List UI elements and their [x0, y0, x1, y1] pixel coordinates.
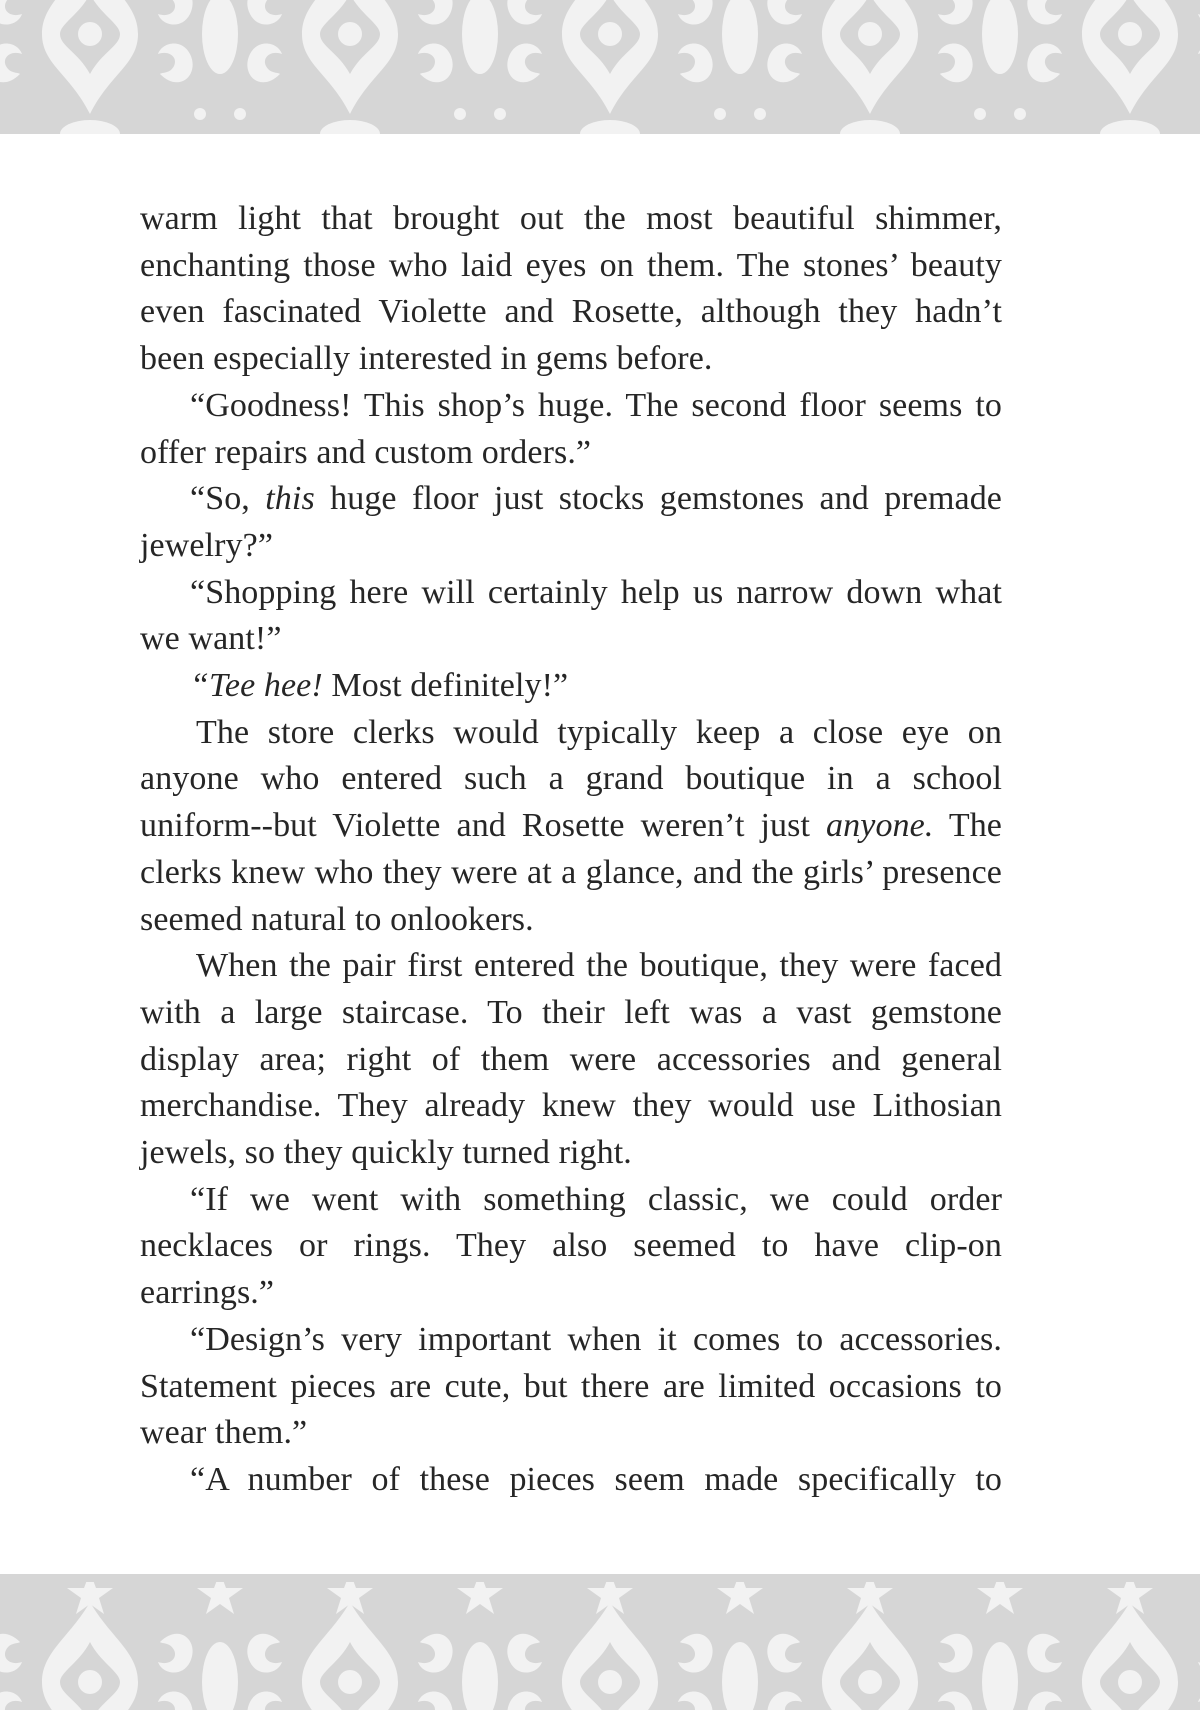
- italic-text: this: [265, 480, 315, 518]
- paragraph: “Goodness! This shop’s huge. The second floor seems to offer repairs and custom orders.”: [140, 386, 1002, 471]
- paragraph: warm light that brought out the most beautiful shimmer, enchanting those who laid eyes on them. The stones’ beauty even fascinated Violette and Rosette, although they hadn’t been especially interested in gems before.: [140, 200, 1002, 378]
- paragraph: “Shopping here will certainly help us narrow down what we want!”: [140, 573, 1002, 658]
- paragraph-text: “So,: [190, 480, 266, 518]
- paragraph: “If we went with something classic, we could order necklaces or rings. They also seemed to have clip-on earrings.”: [140, 1180, 1002, 1312]
- paragraph: [140, 476, 1002, 569]
- paragraph: When the pair first entered the boutique, they were faced with a large staircase. To their left was a vast gemstone display area; right of them were accessories and general merchandise. They already knew they would use Lithosian jewels, so they quickly turned right.: [140, 947, 1002, 1172]
- italic-text: anyone.: [826, 807, 934, 845]
- paragraph: [140, 710, 1002, 944]
- italic-text: “Tee hee!: [190, 667, 323, 705]
- damask-pattern: [0, 1574, 1200, 1710]
- paragraph-text: The clerks knew who they were at a glance, and the girls’ presence seemed natural to onlookers.: [140, 807, 1002, 938]
- paragraph: “Design’s very important when it comes to accessories. Statement pieces are cute, but there are limited occasions to wear them.”: [140, 1320, 1002, 1452]
- paragraph-text: Most definitely!”: [322, 667, 569, 705]
- paragraph-text: huge floor just stocks gemstones and premade jewelry?”: [140, 480, 1002, 564]
- bottom-damask-border: [0, 1574, 1200, 1710]
- paragraph: “A number of these pieces seem made specifically to: [190, 1460, 1002, 1498]
- top-damask-border: [0, 0, 1200, 134]
- body-text: [140, 196, 1002, 1504]
- paragraph-text: The store clerks would typically keep a close eye on anyone who entered such a grand boutique in a school uniform--but Violette and Rosette weren’t just: [140, 713, 1002, 845]
- paragraph: [140, 663, 1002, 710]
- damask-pattern: [0, 0, 1200, 134]
